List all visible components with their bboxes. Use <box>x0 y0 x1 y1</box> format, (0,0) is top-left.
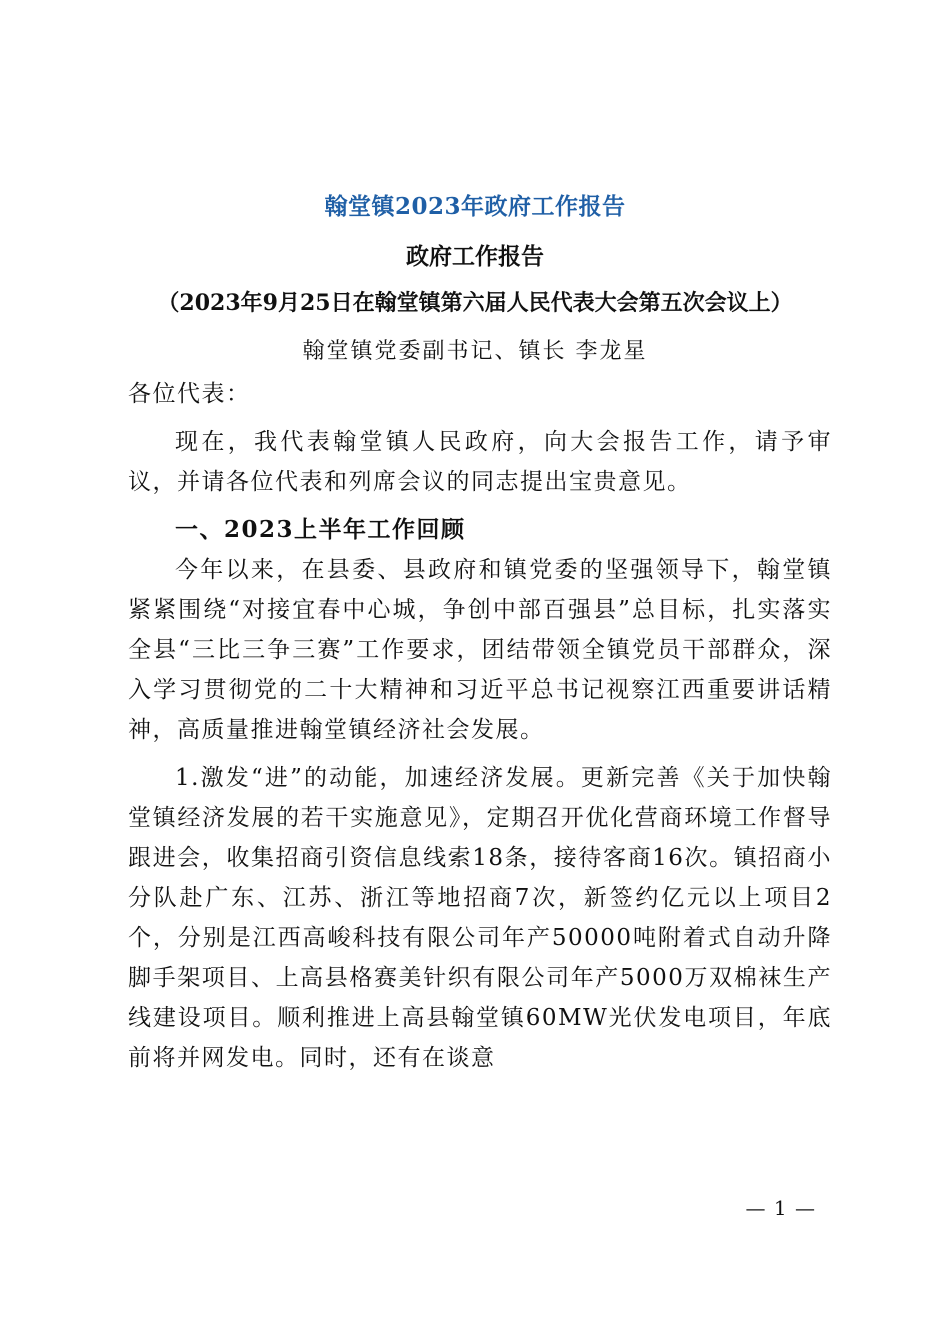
document-title: 翰堂镇2023年政府工作报告 <box>324 193 626 220</box>
paragraph-intro: 现在，我代表翰堂镇人民政府，向大会报告工作，请予审议，并请各位代表和列席会议的同志提出宝贵意见。 <box>128 429 832 495</box>
document-body <box>128 374 832 1078</box>
document-subtitle: 政府工作报告 <box>406 243 544 270</box>
page-number: — 1 — <box>745 1196 816 1220</box>
meeting-note: （2023年9月25日在翰堂镇第六届人民代表大会第五次会议上） <box>157 290 793 316</box>
paragraph-overview: 今年以来，在县委、县政府和镇党委的坚强领导下，翰堂镇紧紧围绕“对接宜春中心城，争创中部百强县”总目标，扎实落实全县“三比三争三赛”工作要求，团结带领全镇党员干部群众，深入学习贯彻党的二十大精神和习近平总书记视察江西重要讲话精神，高质量推进翰堂镇经济社会发展。 <box>128 557 832 743</box>
speaker-line: 翰堂镇党委副书记、镇长 李龙星 <box>302 339 648 364</box>
paragraph-economy: 1.激发“进”的动能，加速经济发展。更新完善《关于加快翰堂镇经济发展的若干实施意见》，定期召开优化营商环境工作督导跟进会，收集招商引资信息线索18条，接待客商16次。镇招商小分队赴广东、江苏、浙江等地招商7次，新签约亿元以上项目2个，分别是江西高峻科技有限公司年产50000吨附着式自动升降脚手架项目、上高县格赛美针织有限公司年产5000万双棉袜生产线建设项目。顺利推进上高县翰堂镇60MW光伏发电项目，年底前将并网发电。同时，还有在谈意 <box>128 765 832 1071</box>
section-heading: 一、2023上半年工作回顾 <box>175 516 466 543</box>
salutation: 各位代表： <box>128 381 251 407</box>
